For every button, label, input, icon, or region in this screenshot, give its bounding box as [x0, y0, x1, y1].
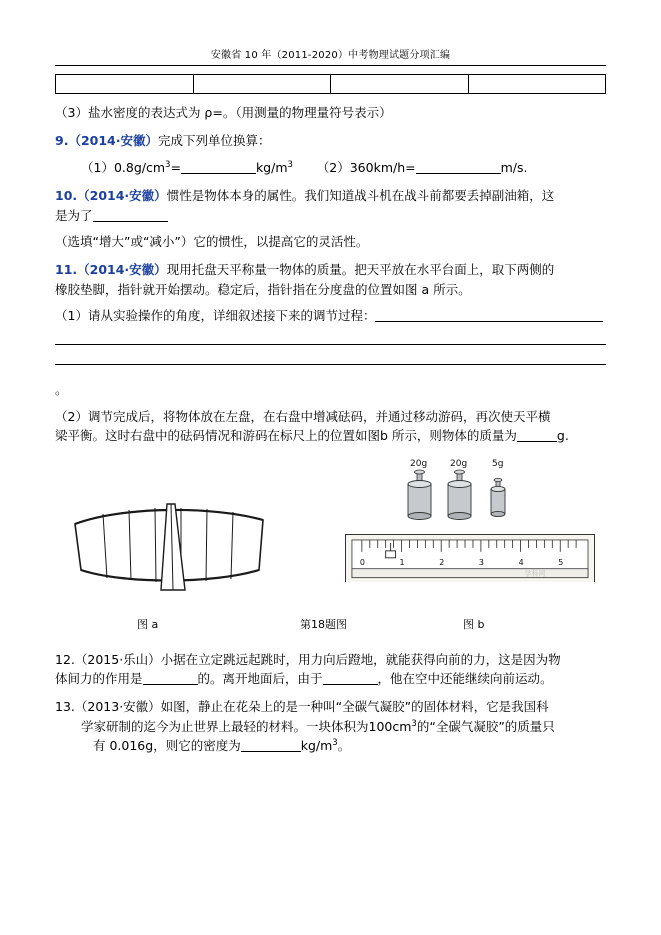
q11-line2-text: 橡胶垫脚，指针就开始摆动。稳定后，指针指在分度盘的位置如图 a 所示。: [55, 281, 471, 297]
q9-unit2: m/s.: [500, 159, 528, 175]
q11-sub1-tail: [55, 380, 606, 399]
q13-line2b: 的“全碳气凝胶”的质量只: [416, 718, 555, 734]
question-12-number: 12.（2015·乐山）: [55, 651, 161, 667]
q13-line2-sup: 3: [411, 718, 417, 729]
question-9-number: 9.（2014·安徽）: [55, 133, 158, 149]
q13-line3c: 。: [337, 738, 351, 753]
question-3-text: （3）盐水密度的表达式为 ρ=。（用测量的物理量符号表示）: [55, 105, 392, 120]
question-12-line2: [55, 669, 606, 688]
table-cell: [468, 75, 606, 94]
header-title: 安徽省 10 年（2011-2020）中考物理试题分项汇编: [210, 50, 451, 61]
q11-sub2-unit: g.: [556, 428, 569, 444]
q12-line2a: 体间力的作用是: [55, 670, 143, 686]
q9-part2-label: （2）360km/h=: [316, 159, 416, 175]
table-cell: [331, 75, 469, 94]
question-13-line2: [55, 717, 606, 736]
q9-unit1-sup: 3: [287, 159, 293, 170]
q13-line3-sup: 3: [332, 737, 338, 748]
question-13-number: 13.（2013·安徽）: [55, 699, 161, 715]
q12-line2b: 的。离开地面后，由于: [197, 670, 323, 686]
question-9-line: [55, 158, 606, 177]
answer-blank[interactable]: [241, 739, 301, 752]
answer-blank[interactable]: [143, 672, 198, 685]
question-12-line1: 小据在立定跳远起跳时，用力向后蹬地，就能获得向前的力，这是因为物: [160, 651, 561, 667]
svg-text:2: 2: [439, 557, 445, 567]
question-13: [55, 697, 606, 716]
figure-18: [55, 456, 606, 641]
q10-line3-text: （选填“增大”或“减小”）它的惯性，以提高它的灵活性。: [55, 233, 369, 249]
question-11-sub2-line2: [55, 426, 606, 445]
question-11-number: 11.（2014·安徽）: [55, 262, 167, 278]
q13-line2a: 学家研制的迄今为止世界上最轻的材料。一块体积为100cm: [81, 718, 412, 734]
balance-dial-diagram: [63, 498, 278, 608]
document-body: [55, 66, 606, 755]
question-9-stem: 完成下列单位换算：: [158, 133, 271, 149]
table-cell: [56, 75, 194, 94]
answer-blank[interactable]: [93, 209, 168, 222]
q9-unit1: kg/m: [255, 159, 288, 175]
question-10-line3: [55, 232, 606, 251]
q9-equals: =: [170, 159, 181, 175]
answer-blank[interactable]: [416, 161, 501, 174]
q11-sub1-period: 。: [55, 382, 68, 398]
question-11-sub2: [55, 407, 606, 426]
ruler-svg: [346, 535, 594, 583]
question-11-sub1: [55, 306, 606, 325]
table-fragment: [55, 74, 606, 94]
q9-part1-sup: 3: [165, 159, 171, 170]
svg-text:0: 0: [359, 557, 365, 567]
question-10-stem: 惯性是物体本身的属性。我们知道战斗机在战斗前都要丢掉副油箱，这: [166, 188, 555, 204]
page-header: [55, 0, 606, 61]
question-13-line3: [55, 736, 606, 755]
question-12: [55, 650, 606, 669]
svg-text:1: 1: [399, 557, 405, 567]
figure-caption-center: 第18题图: [300, 617, 347, 631]
svg-text:5: 5: [558, 557, 564, 567]
answer-blank[interactable]: [323, 672, 378, 685]
q11-sub2-line1: （2）调节完成后，将物体放在左盘，在右盘中增减砝码，并通过移动游码，再次使天平横: [55, 408, 551, 424]
question-9: [55, 131, 606, 150]
question-3-fragment: [55, 103, 606, 122]
q11-sub1-text: （1）请从实验操作的角度，详细叙述接下来的调节过程：: [55, 308, 376, 323]
q9-part1-label: （1）0.8g/cm: [81, 159, 166, 175]
q13-line3b: kg/m: [300, 738, 333, 753]
answer-rule-line[interactable]: [55, 344, 606, 345]
svg-text:5g: 5g: [492, 458, 504, 469]
svg-text:20g: 20g: [410, 458, 428, 469]
answer-rule-line[interactable]: [55, 364, 606, 365]
figure-caption-a: 图 a: [137, 617, 159, 631]
svg-text:3: 3: [478, 557, 484, 567]
figure-caption-b: 图 b: [463, 617, 485, 631]
svg-text:4: 4: [518, 557, 524, 567]
question-11-line2: [55, 280, 606, 299]
q13-line3a: 有 0.016g，则它的密度为: [93, 738, 241, 753]
q11-sub2-line2-text: 梁平衡。这时右盘中的砝码情况和游码在标尺上的位置如图b 所示，则物体的质量为: [55, 428, 517, 444]
q12-line2c: ，他在空中还能继续向前运动。: [377, 670, 553, 686]
question-11: [55, 260, 606, 279]
question-13-line1: 如图，静止在花朵上的是一种叫“全碳气凝胶”的固体材料，它是我国科: [160, 699, 549, 715]
svg-text:20g: 20g: [450, 458, 468, 469]
table-cell: [193, 75, 331, 94]
ruler-scale-diagram: [345, 534, 595, 582]
q10-line2-text: 是为了: [55, 207, 93, 223]
table-row: [56, 75, 606, 94]
question-10-line2: [55, 206, 606, 225]
question-10-number: 10.（2014·安徽）: [55, 188, 167, 204]
answer-blank[interactable]: [181, 161, 256, 174]
weights-diagram: [400, 456, 530, 534]
answer-blank[interactable]: [517, 429, 557, 442]
question-11-stem: 现用托盘天平称量一物体的质量。把天平放在水平台面上，取下两侧的: [166, 262, 555, 278]
svg-text:学科网: 学科网: [524, 569, 546, 578]
answer-blank[interactable]: [375, 309, 603, 322]
question-10: [55, 186, 606, 205]
